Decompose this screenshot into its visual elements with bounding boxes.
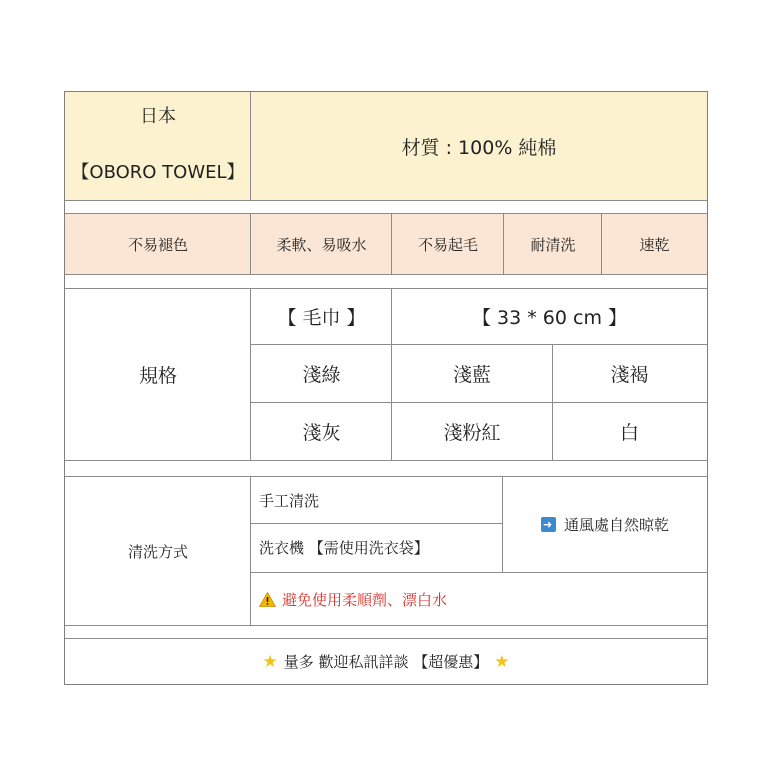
warning-icon [259,592,276,607]
spec-item: 【 毛巾 】 [277,307,366,329]
divider [601,214,602,274]
color-option: 淺褐 [610,364,649,386]
wash-machine: 洗衣機 【需使用洗衣袋】 [259,539,429,557]
color-option: 淺粉紅 [443,422,501,444]
color-option: 白 [619,422,639,444]
footer-note [65,639,707,684]
wash-warning [259,573,699,625]
divider [65,200,707,201]
divider [65,460,707,461]
star-icon: ★ [494,651,510,672]
color-option: 淺藍 [452,364,491,386]
divider [391,214,392,274]
feature-item: 速乾 [639,235,670,254]
spec-size: 【 33 * 60 cm 】 [471,307,627,329]
feature-item: 柔軟、易吸水 [276,235,367,254]
spec-label: 規格 [138,365,177,387]
footer-note-text: 量多 歡迎私訊詳談 【超優惠】 [283,653,489,671]
divider [250,214,251,274]
wash-hand: 手工清洗 [259,491,320,510]
material: 材質 : 100% 純棉 [401,136,557,159]
arrow-right-icon [541,517,556,532]
feature-item: 耐清洗 [530,235,576,254]
divider [65,625,707,626]
spec-table [64,91,708,685]
feature-item: 不易褪色 [127,235,188,254]
wash-label: 清洗方式 [127,542,188,561]
divider [503,214,504,274]
origin-country: 日本 [140,106,176,127]
color-option: 淺灰 [302,422,341,444]
wash-warning-text: 避免使用柔順劑、漂白水 [282,590,448,609]
divider [250,477,251,625]
feature-item: 不易起毛 [417,235,478,254]
wash-dry-text: 通風處自然晾乾 [563,516,669,534]
wash-dry [503,477,707,572]
color-option: 淺綠 [302,364,341,386]
origin-cell [65,92,251,200]
divider [65,274,707,275]
star-icon: ★ [262,651,278,672]
divider [250,92,251,200]
brand-name: 【OBORO TOWEL】 [71,162,245,183]
